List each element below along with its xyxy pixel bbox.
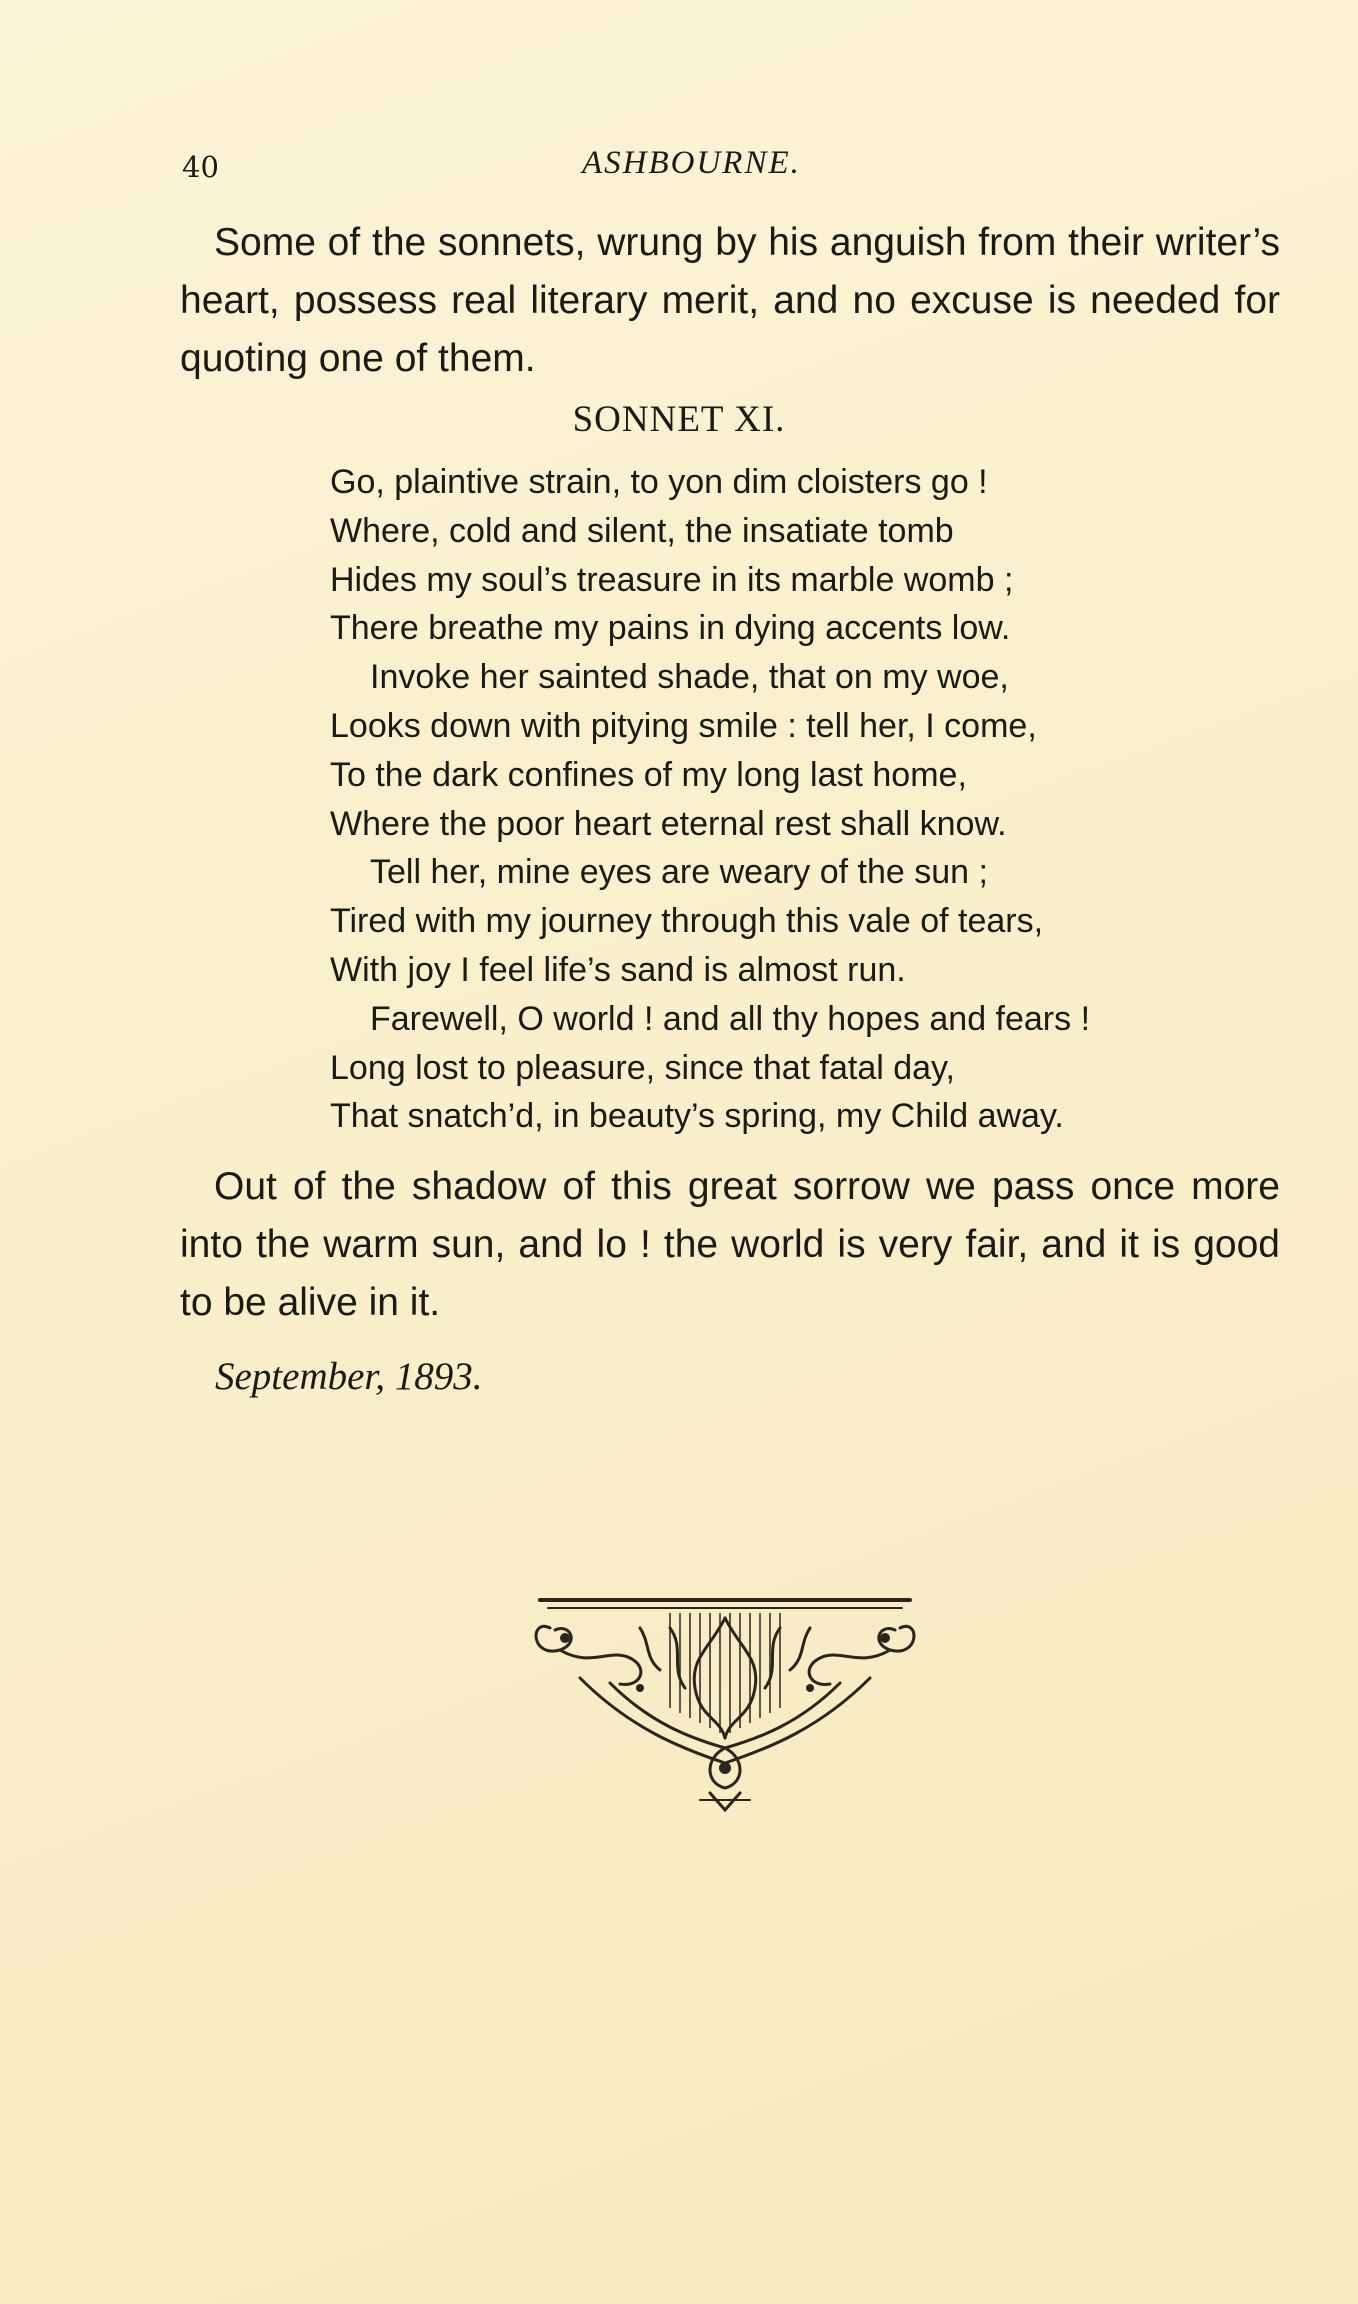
sonnet-title: SONNET XI.: [572, 399, 786, 440]
sonnet-line: Farewell, O world ! and all thy hopes and fears !: [370, 999, 1091, 1038]
sonnet-line: There breathe my pains in dying accents low.: [330, 609, 1011, 648]
sonnet-line: Invoke her sainted shade, that on my woe,: [370, 658, 1009, 697]
sonnet-line: Hides my soul’s treasure in its marble womb ;: [330, 560, 1014, 599]
sonnet-line: Long lost to pleasure, since that fatal day,: [330, 1048, 955, 1087]
sonnet-line: Tired with my journey through this vale of tears,: [330, 902, 1044, 941]
date-signature: September, 1893.: [215, 1355, 483, 1398]
intro-paragraph: Some of the sonnets, wrung by his anguish from their writer’s heart, possess real literary merit, and no excuse is needed for quoting one of them.: [180, 221, 1280, 380]
sonnet-line: Where the poor heart eternal rest shall know.: [330, 804, 1007, 843]
sonnet-line: That snatch’d, in beauty’s spring, my Child away.: [330, 1097, 1064, 1136]
sonnet-line: Looks down with pitying smile : tell her, I come,: [330, 706, 1037, 745]
closing-paragraph: Out of the shadow of this great sorrow we pass once more into the warm sun, and lo ! the world is very fair, and it is good to be alive in it.: [180, 1165, 1280, 1324]
sonnet-body: [330, 458, 1230, 1141]
sonnet-line: To the dark confines of my long last home,: [330, 755, 967, 794]
closing-paragraph-block: [180, 1158, 1280, 1332]
sonnet-line: Tell her, mine eyes are weary of the sun ;: [370, 853, 988, 892]
sonnet-line: Go, plaintive strain, to yon dim cloisters go !: [330, 463, 988, 501]
running-title: ASHBOURNE.: [582, 145, 801, 181]
floral-tailpiece-icon: [520, 1588, 930, 1816]
page-number: 40: [182, 150, 219, 184]
page-header: [182, 145, 1282, 185]
sonnet-line: With joy I feel life’s sand is almost run.: [330, 950, 906, 989]
sonnet-line: Where, cold and silent, the insatiate tomb: [330, 511, 954, 550]
intro-paragraph-block: [180, 214, 1280, 388]
